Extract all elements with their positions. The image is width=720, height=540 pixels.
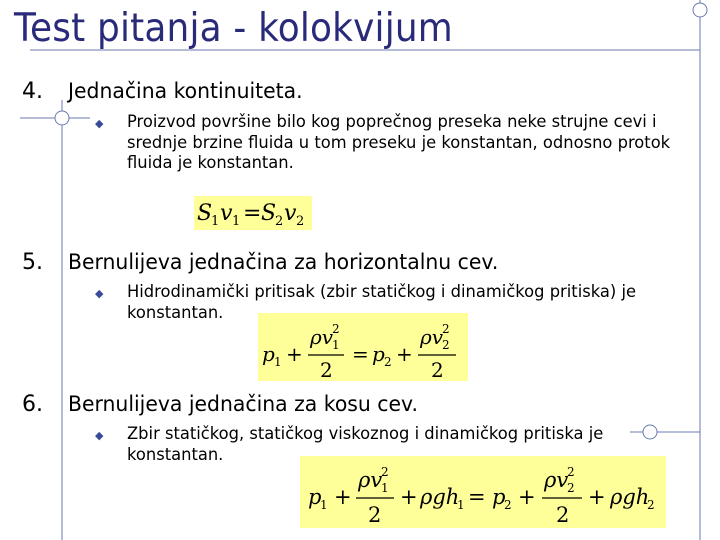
section-text: Zbir statičkog, statičkog viskoznog i dinamičkog pritiska je konstantan. bbox=[127, 424, 604, 465]
section-number: 5. bbox=[22, 250, 43, 275]
svg-text:S: S bbox=[261, 201, 277, 226]
svg-text:2: 2 bbox=[442, 338, 450, 352]
svg-text:=: = bbox=[243, 201, 262, 226]
svg-text:1: 1 bbox=[457, 498, 465, 512]
svg-text:ρv: ρv bbox=[420, 325, 444, 349]
svg-text:ρgh: ρgh bbox=[610, 485, 650, 509]
bullet-icon: ◆ bbox=[95, 287, 104, 300]
bullet-icon: ◆ bbox=[95, 117, 104, 130]
svg-text:2: 2 bbox=[296, 214, 305, 229]
svg-text:+: + bbox=[400, 485, 418, 509]
section-number: 4. bbox=[22, 79, 43, 104]
svg-text:2: 2 bbox=[332, 322, 340, 336]
svg-text:1: 1 bbox=[381, 481, 389, 495]
svg-text:1: 1 bbox=[332, 338, 340, 352]
bullet-icon: ◆ bbox=[95, 429, 104, 442]
svg-text:1: 1 bbox=[320, 498, 328, 512]
svg-text:S: S bbox=[197, 201, 213, 226]
svg-text:2: 2 bbox=[431, 358, 444, 381]
svg-text:v: v bbox=[284, 201, 297, 226]
svg-text:2: 2 bbox=[442, 322, 450, 336]
section-heading: Bernulijeva jednačina za kosu cev. bbox=[68, 392, 418, 416]
svg-text:2: 2 bbox=[275, 214, 284, 229]
section-text: Hidrodinamički pritisak (zbir statičkog i dinamičkog pritiska) je konstantan. bbox=[127, 282, 637, 323]
svg-text:ρv: ρv bbox=[544, 468, 569, 492]
formula-continuity bbox=[194, 196, 312, 230]
section-heading: Jednačina kontinuiteta. bbox=[68, 79, 303, 103]
svg-text:ρv: ρv bbox=[310, 325, 334, 349]
svg-text:p: p bbox=[308, 485, 322, 509]
svg-text:1: 1 bbox=[211, 214, 220, 229]
section-text: Proizvod površine bilo kog poprečnog preseka neke strujne cevi i srednje brzine fluida u tom preseku je konstantan, odnosno protok fluida je konstantan. bbox=[127, 112, 671, 173]
svg-text:2: 2 bbox=[320, 358, 333, 381]
svg-text:+: + bbox=[588, 485, 606, 509]
slide-title: Test pitanja - kolokvijum bbox=[14, 6, 453, 51]
svg-text:p: p bbox=[372, 342, 385, 366]
section-number: 6. bbox=[22, 392, 43, 417]
svg-text:2: 2 bbox=[567, 481, 575, 495]
svg-text:=: = bbox=[352, 342, 369, 366]
svg-text:v: v bbox=[220, 201, 233, 226]
svg-text:2: 2 bbox=[368, 503, 382, 527]
svg-text:2: 2 bbox=[647, 498, 655, 512]
section-heading: Bernulijeva jednačina za horizontalnu cev. bbox=[68, 250, 499, 274]
svg-text:=: = bbox=[468, 485, 486, 509]
svg-text:+: + bbox=[518, 485, 536, 509]
svg-text:+: + bbox=[286, 342, 303, 366]
formula-bernoulli-horizontal bbox=[258, 313, 468, 381]
svg-text:+: + bbox=[334, 485, 352, 509]
svg-text:ρgh: ρgh bbox=[420, 485, 460, 509]
svg-text:ρv: ρv bbox=[358, 468, 383, 492]
svg-text:p: p bbox=[492, 485, 506, 509]
svg-text:2: 2 bbox=[556, 503, 570, 527]
svg-text:2: 2 bbox=[567, 465, 575, 479]
svg-text:+: + bbox=[396, 342, 413, 366]
svg-text:1: 1 bbox=[232, 214, 241, 229]
svg-text:2: 2 bbox=[504, 498, 512, 512]
svg-text:p: p bbox=[262, 342, 275, 366]
svg-text:2: 2 bbox=[381, 465, 389, 479]
svg-text:2: 2 bbox=[384, 355, 392, 369]
svg-text:1: 1 bbox=[274, 355, 282, 369]
formula-bernoulli-inclined bbox=[300, 456, 666, 528]
